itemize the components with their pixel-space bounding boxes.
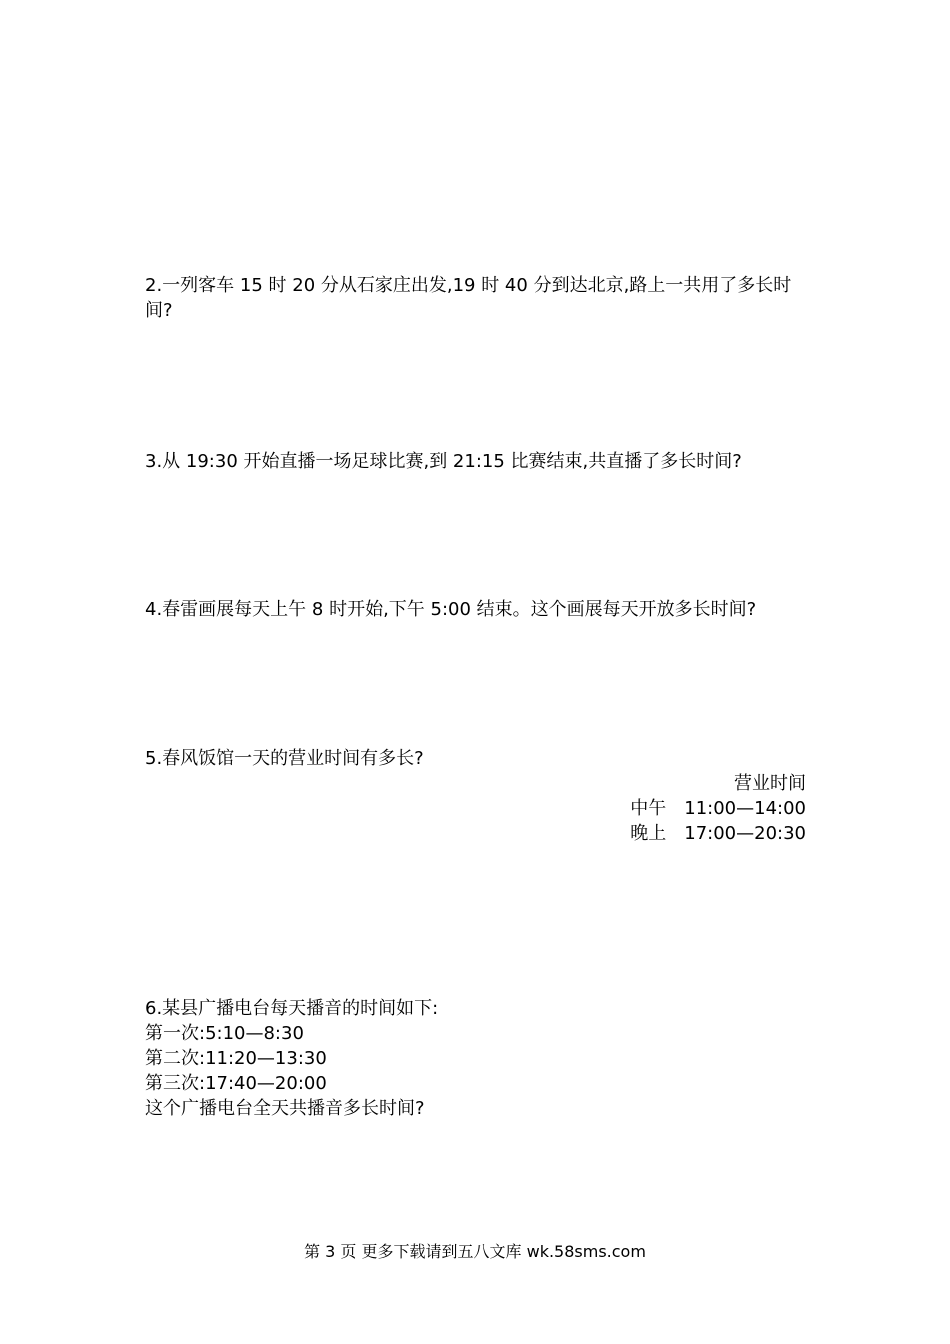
noon-label: 中午: [630, 798, 667, 819]
question-6-line-3: 第三次:17:40—20:00: [145, 1073, 327, 1094]
evening-label: 晚上: [630, 823, 667, 844]
question-3-text: 3.从 19:30 开始直播一场足球比赛,到 21:15 比赛结束,共直播了多长时间?: [145, 451, 742, 472]
question-2-text: 2.一列客车 15 时 20 分从石家庄出发,19 时 40 分到达北京,路上一共用了多长时间?: [145, 275, 792, 321]
business-hours-box: [630, 771, 806, 846]
question-4-text: 4.春雷画展每天上午 8 时开始,下午 5:00 结束。这个画展每天开放多长时间?: [145, 599, 757, 620]
evening-time: 17:00—20:30: [684, 823, 806, 844]
question-6-line-1: 第一次:5:10—8:30: [145, 1023, 304, 1044]
question-2: [145, 273, 805, 323]
question-6-line-2: 第二次:11:20—13:30: [145, 1048, 327, 1069]
business-hours-evening: [630, 821, 806, 846]
question-5: [145, 746, 805, 771]
question-6-intro: 6.某县广播电台每天播音的时间如下:: [145, 998, 439, 1019]
page-footer: 第 3 页 更多下载请到五八文库 wk.58sms.com: [304, 1242, 646, 1261]
question-5-text: 5.春风饭馆一天的营业时间有多长?: [145, 748, 424, 769]
noon-time: 11:00—14:00: [684, 798, 806, 819]
question-3: [145, 449, 805, 474]
question-6-ask: 这个广播电台全天共播音多长时间?: [145, 1098, 425, 1119]
question-4: [145, 597, 805, 622]
business-hours-noon: [630, 796, 806, 821]
question-6: [145, 996, 805, 1121]
business-hours-title: 营业时间: [734, 773, 806, 794]
